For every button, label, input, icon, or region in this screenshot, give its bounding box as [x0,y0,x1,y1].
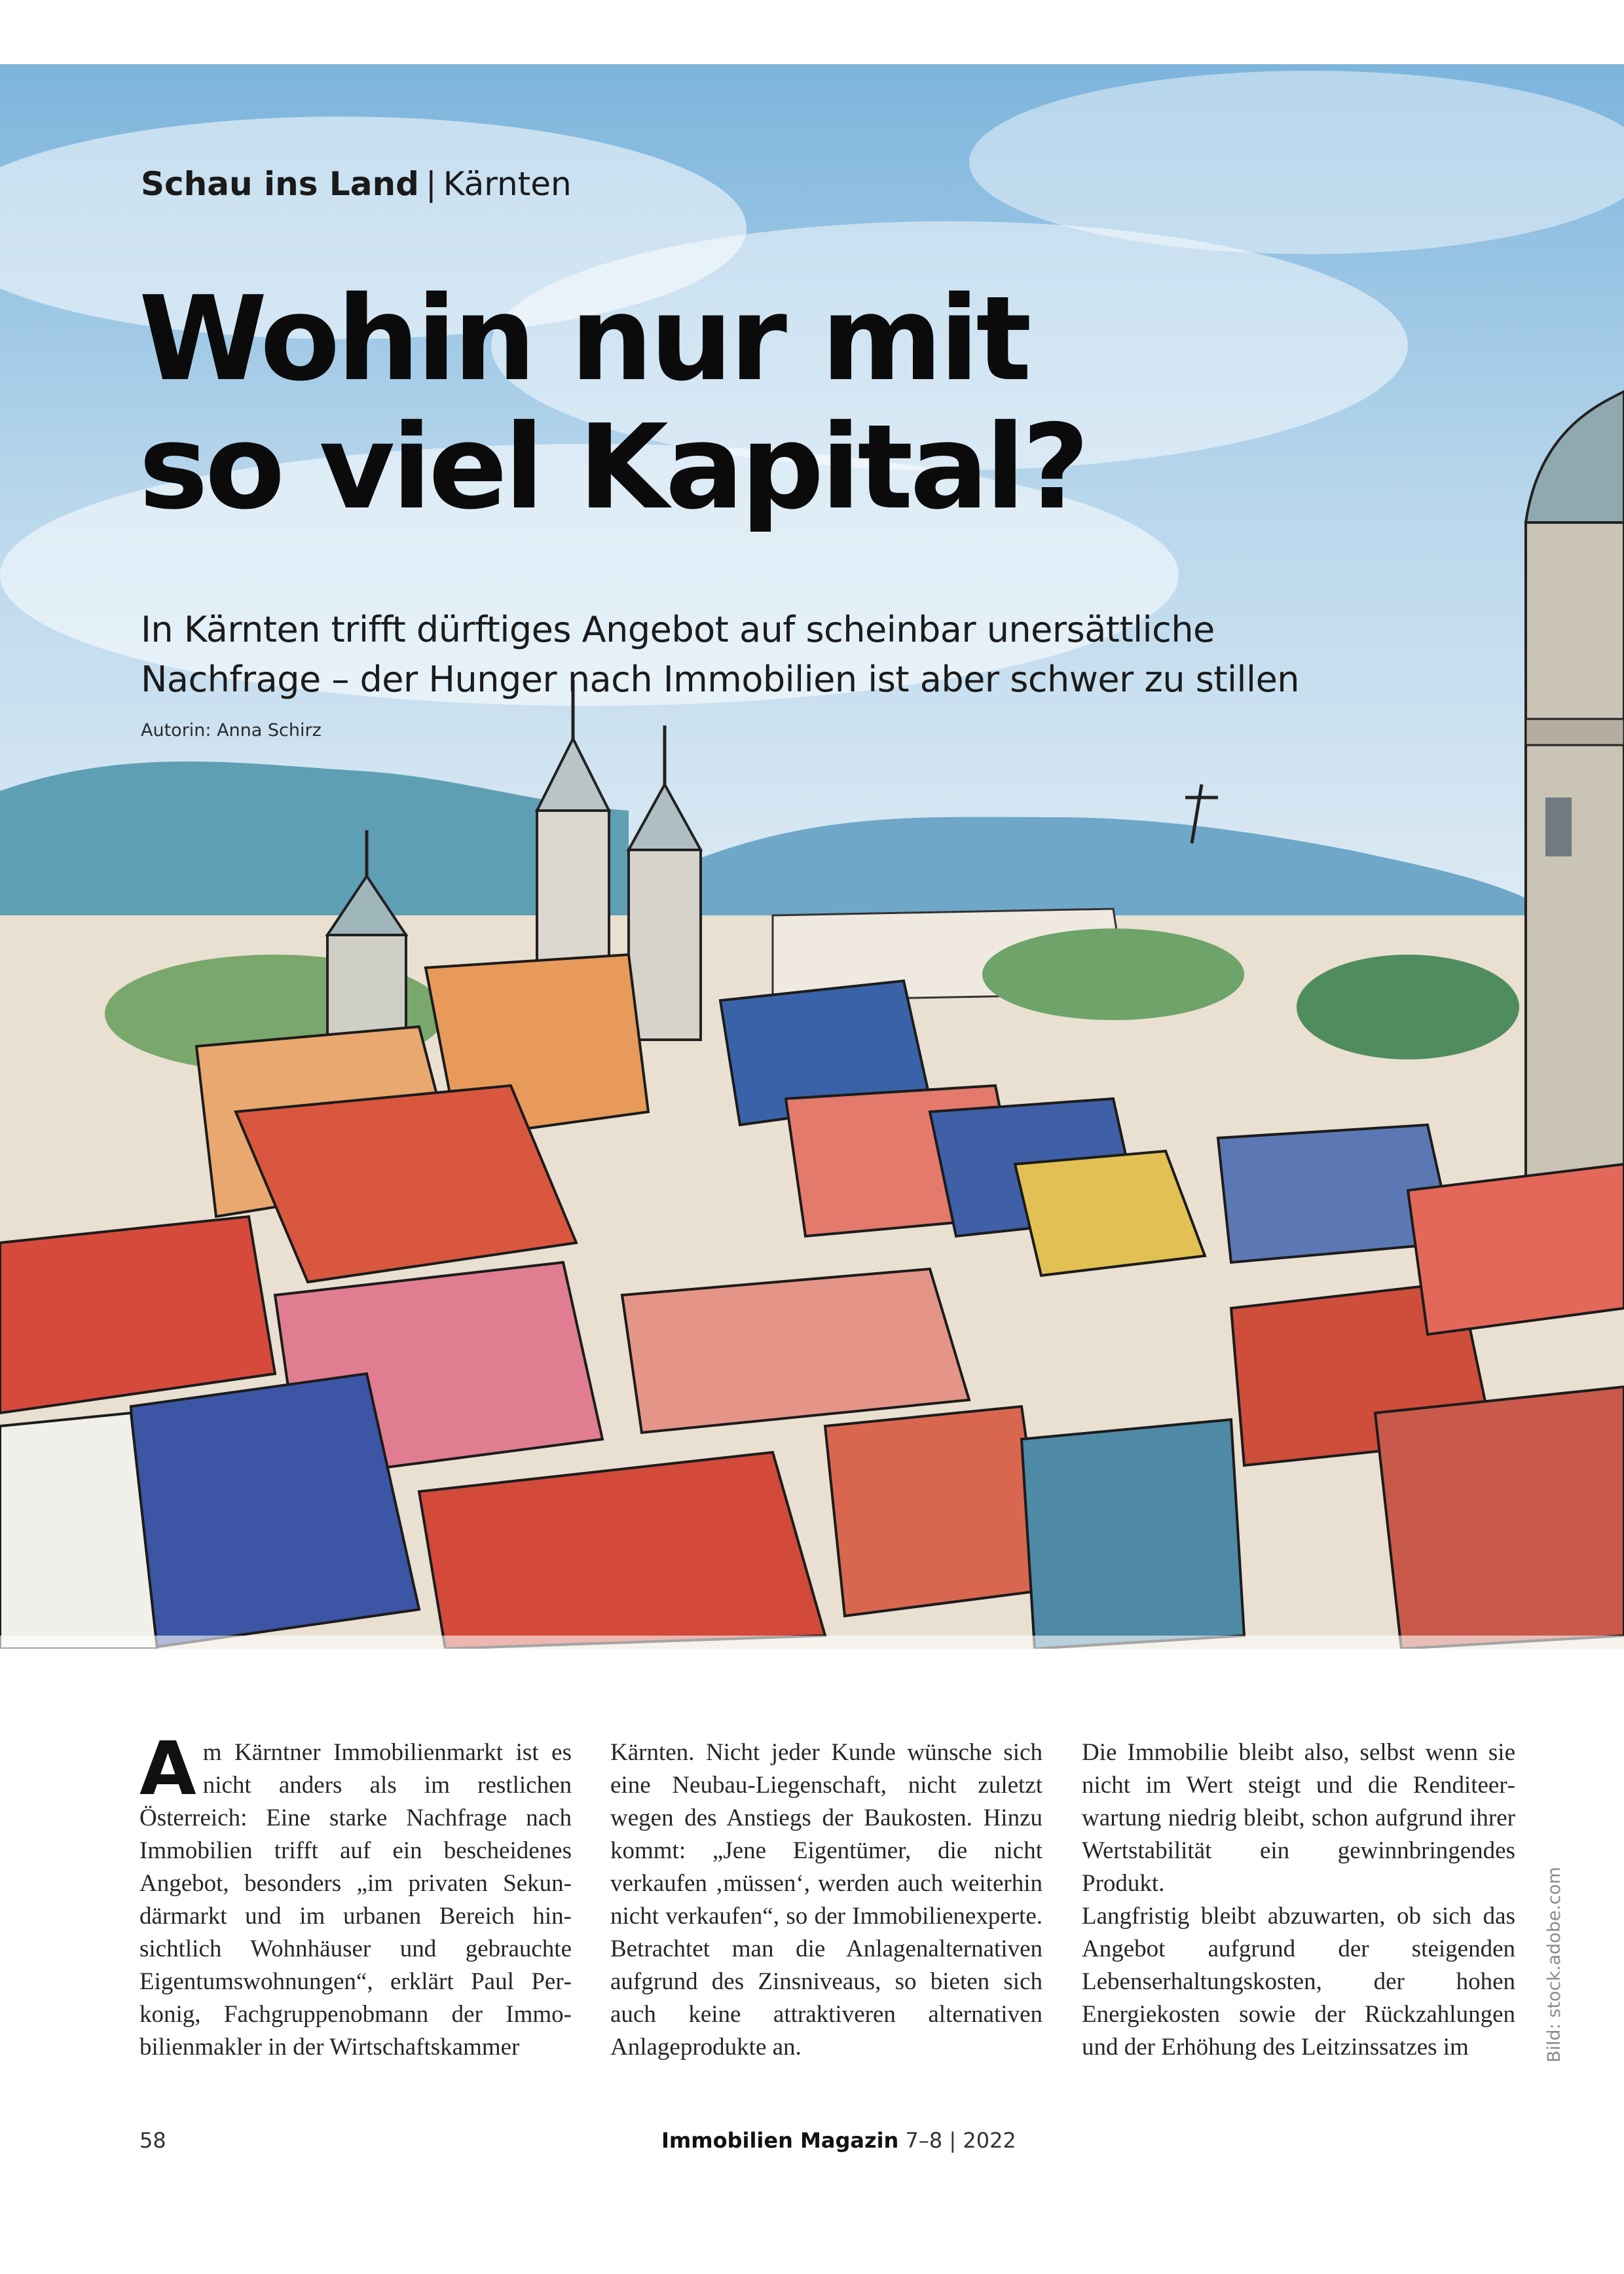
column-3-paragraph-2: Langfristig bleibt abzuwarten, ob sich das Angebot aufgrund der steigenden Lebenserhaltungskosten, der hohen Energiekosten sowie der Rückzahlungen und der Erhöhung des Leitzinssatzes im [1082,1903,1515,2061]
column-2-text: Kärnten. Nicht jeder Kunde wünsche sich eine Neubau-Liegenschaft, nicht zuletzt wegen des Anstiegs der Baukosten. Hinzu kommt: „Jene Eigentümer, die nicht verkaufen ‚müssen‘, werden auch weiterhin nicht verkaufen“, so der Immobilienexperte. Betrachtet man die Anlagenalternativen aufgrund des Zinsniveaus, so bieten sich auch keine attraktiveren alternativen Anlageprodukte an. [610,1739,1043,2061]
trees [982,928,1244,1020]
deck-line-2: Nachfrage – der Hunger nach Immobilien ist aber schwer zu stillen [141,659,1300,700]
deck-line-1: In Kärnten trifft dürftiges Angebot auf scheinbar unersättliche [141,609,1215,650]
right-tower [1526,392,1624,1275]
section-kicker [141,165,572,203]
issue-year: 2022 [963,2128,1016,2153]
section-label: Schau ins Land [141,165,419,203]
body-paragraph [139,1727,572,2064]
dropcap: A [139,1727,196,1812]
deck [141,605,1299,705]
region-label: Kärnten [443,165,572,203]
body-column-1 [139,1727,572,2064]
trees [1297,955,1519,1059]
column-3-paragraph-1: Die Immobilie bleibt also, selbst wenn sie nicht im Wert steigt und die Renditeerwartung niedrig bleibt, schon aufgrund ihrer Wertstabilität ein gewinnbringendes Produkt. [1082,1739,1515,1897]
headline [139,271,1086,535]
footer-separator: | [949,2128,957,2153]
body-column-2 [610,1736,1043,2064]
headline-line-2: so viel Kapital? [139,399,1086,535]
kicker-separator: | [425,165,437,203]
page-number: 58 [139,2128,166,2153]
issue-number: 7–8 [905,2128,943,2153]
cloud [969,71,1624,254]
author-byline: Autorin: Anna Schirz [141,720,322,741]
footer-publication [661,2128,1016,2153]
publication-name: Immobilien Magazin [661,2128,899,2153]
headline-line-1: Wohin nur mit [139,271,1029,407]
body-column-3 [1082,1736,1515,2064]
image-credit: Bild: stock.adobe.com [1544,1867,1564,2063]
column-1-text: m Kärntner Immobilienmarkt ist es nicht anders als im restlichen Österreich: Eine starke Nachfrage nach Immobilien trifft auf ein bescheidenes Angebot, besonders „im privaten Sekundärmarkt und im urbanen Bereich hinsichtlich Wohnhäuser und gebrauchte Eigentumswohnungen“, erklärt Paul Perkonig, Fachgruppenobmann der Immobilienmakler in der Wirtschaftskammer [139,1739,572,2061]
